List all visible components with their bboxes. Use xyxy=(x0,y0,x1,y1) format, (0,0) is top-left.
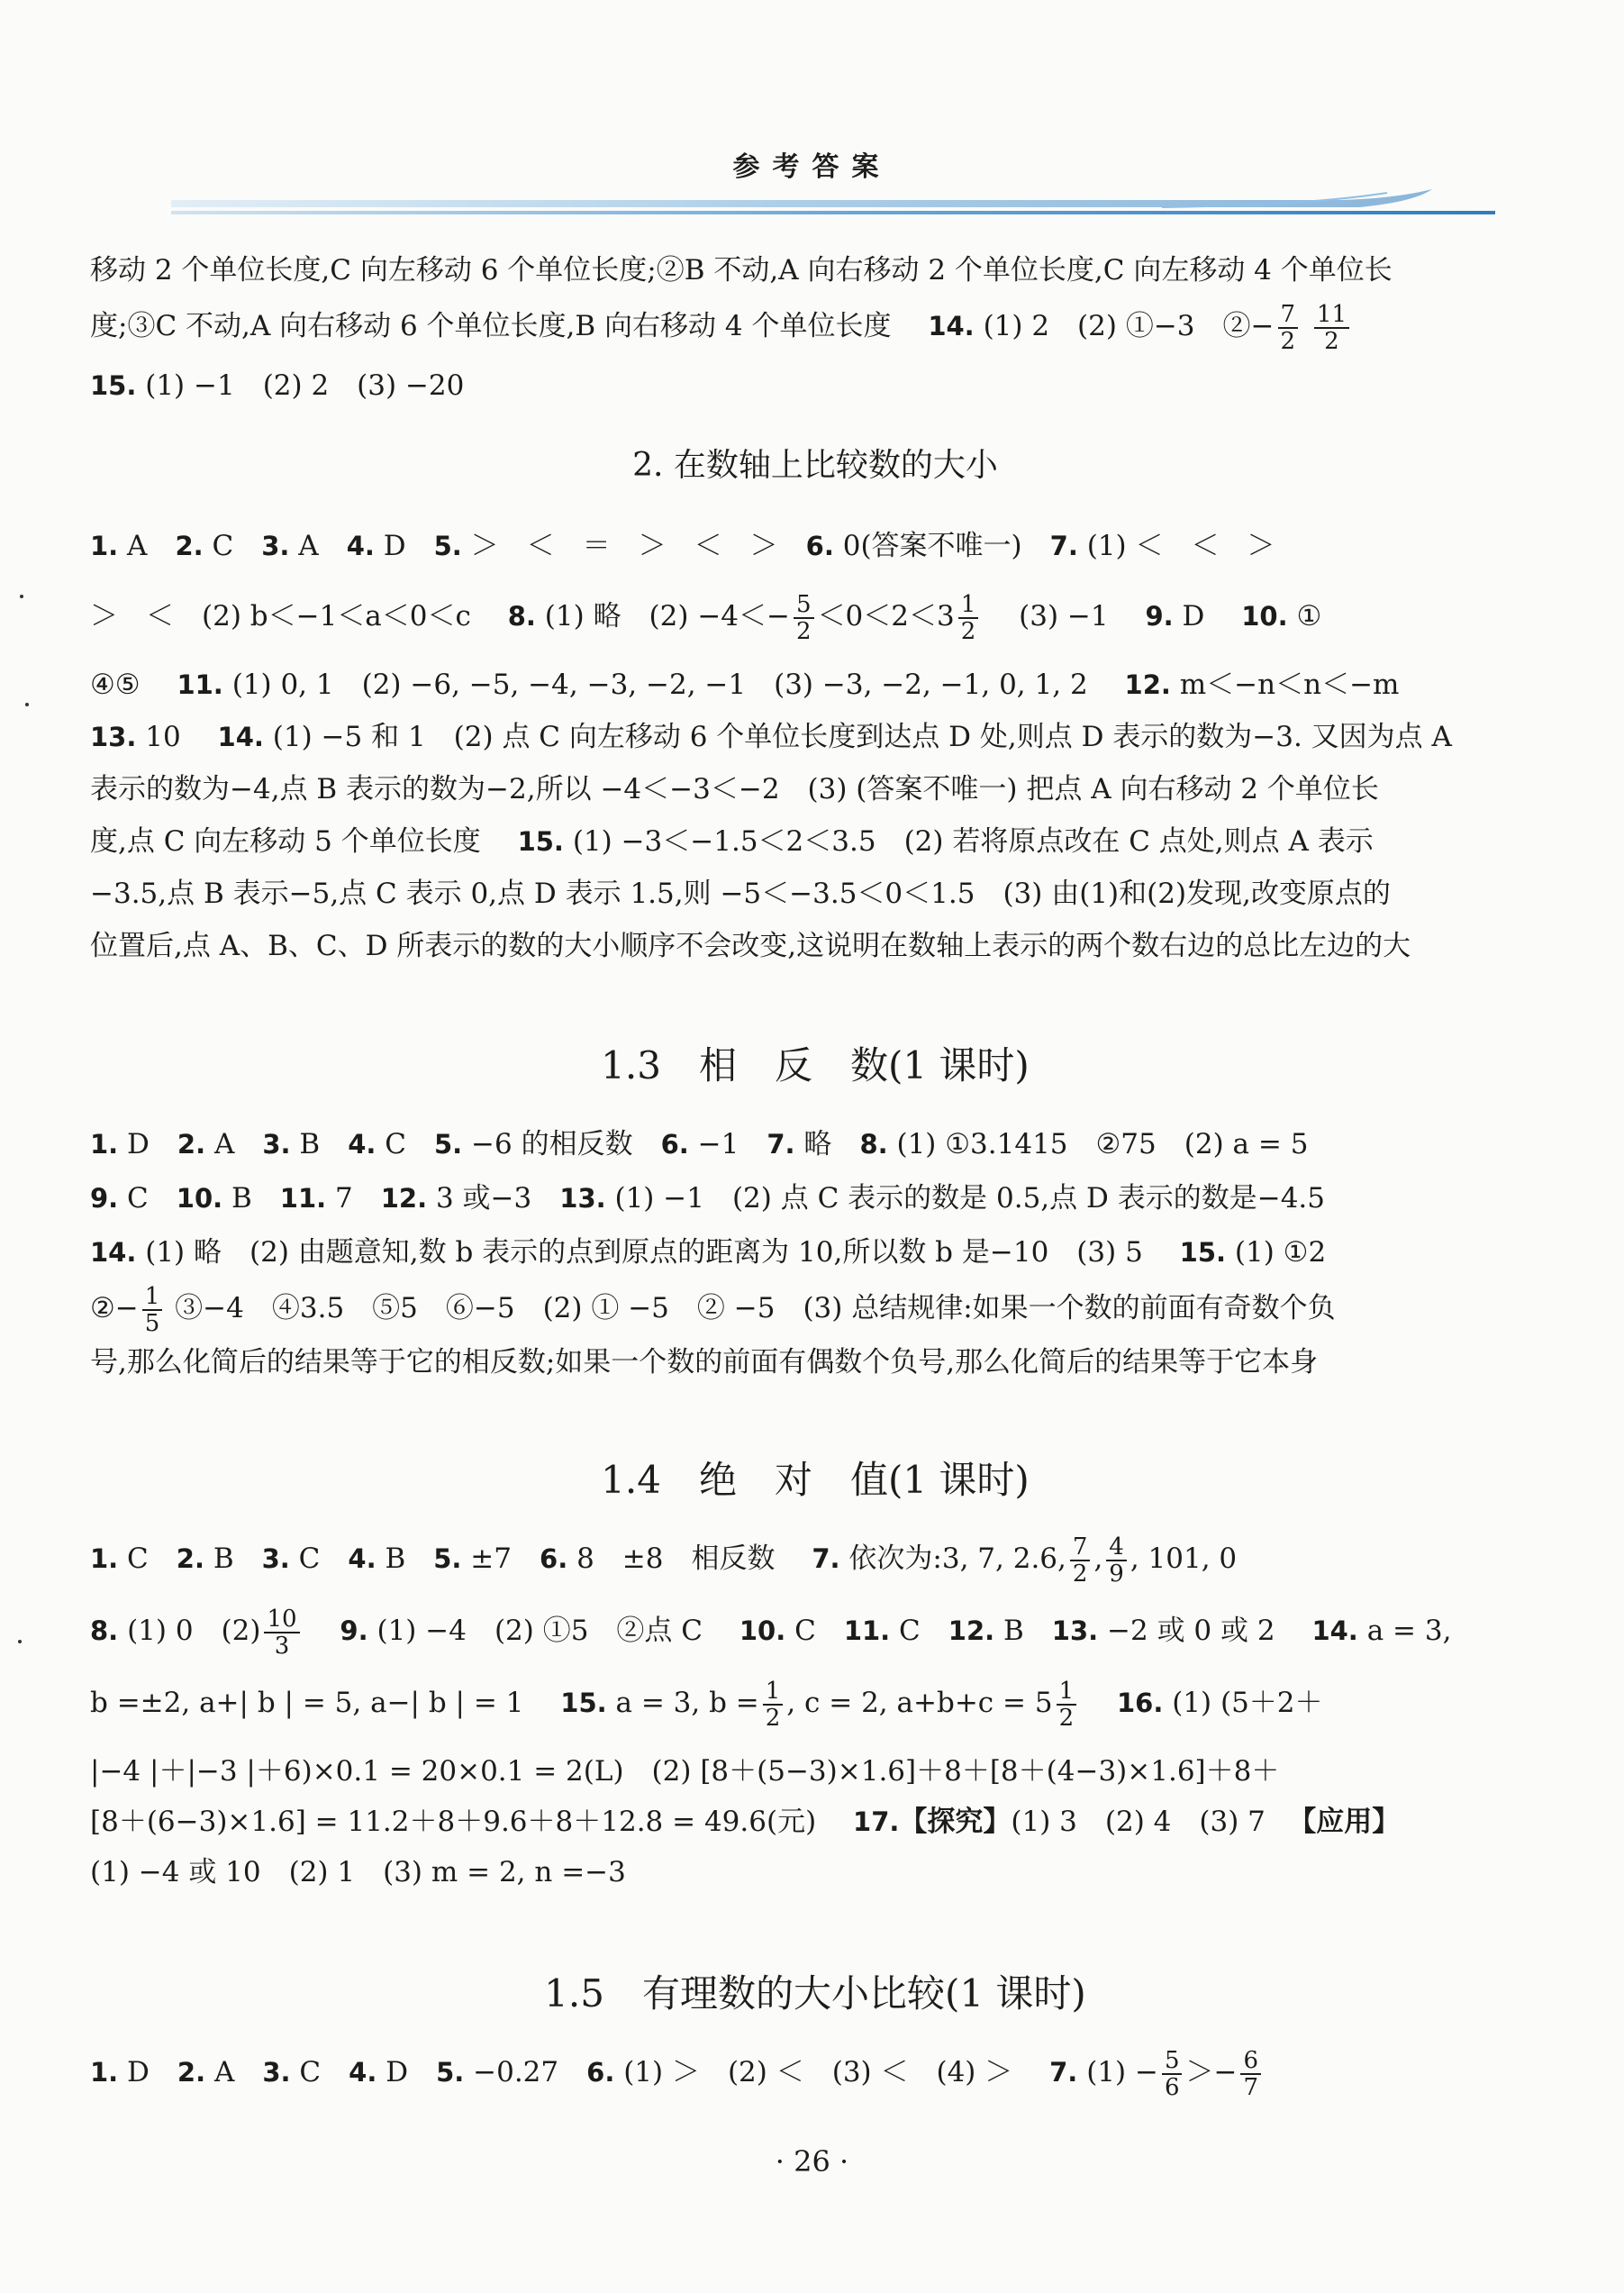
question-number: 4. xyxy=(346,531,375,561)
answer-text: B xyxy=(290,1128,321,1160)
answer-text: 7 xyxy=(326,1182,353,1215)
answer-text: C xyxy=(118,1542,149,1575)
question-number: 2. xyxy=(176,1543,204,1574)
answer-item xyxy=(559,1182,1325,1215)
answer-text: D xyxy=(377,2056,409,2088)
question-number: 7. xyxy=(767,1129,795,1160)
answer-item xyxy=(262,1128,320,1160)
answer-item xyxy=(436,2056,558,2088)
fraction: $\frac{1}{5}$ xyxy=(142,1284,163,1336)
question-number: 15. xyxy=(1179,1237,1227,1268)
answer-item xyxy=(280,1182,353,1215)
answer-text: (1) ＞ (2) ＜ (3) ＜ (4) ＞ xyxy=(614,2056,1013,2088)
answer-line: 15. (1) −1 (2) 2 (3) −20 xyxy=(90,369,465,402)
answer-line: b =±2, a+| b | = 5, a−| b | = 1 15. a = 3, b = $\frac{1}{2}$ , c = 2, a+b+c = 5 $\frac{1}{2}$ 16. (1) (5＋2＋ xyxy=(90,1677,1323,1732)
page-number: · 26 · xyxy=(775,2144,849,2179)
tag-label: 【应用】 xyxy=(1302,1806,1401,1838)
answer-item xyxy=(349,2056,408,2088)
question-number: 14. xyxy=(217,722,264,752)
answer-item xyxy=(859,1128,1308,1160)
answer-text: C xyxy=(376,1128,406,1160)
answer-item xyxy=(1050,530,1275,562)
answer-item xyxy=(348,1128,406,1160)
question-number: 15. xyxy=(517,826,564,857)
answer-line: 表示的数为−4,点 B 表示的数为−2,所以 −4＜−3＜−2 (3) (答案不唯一) 把点 A 向右移动 2 个单位长 xyxy=(90,773,1379,805)
fraction: $\frac{1}{2}$ xyxy=(763,1679,784,1731)
answer-item xyxy=(348,1542,405,1575)
answer-item xyxy=(177,1182,252,1215)
section-title: 1.4 绝 对 值(1 课时) xyxy=(601,1458,1030,1502)
question-number: 6. xyxy=(540,1543,568,1574)
answer-text: −2 或 0 或 2 xyxy=(1098,1615,1275,1647)
answer-item xyxy=(177,1128,234,1160)
answer-item xyxy=(381,1182,532,1215)
answer-text: ＞ ＜ ＝ ＞ ＜ ＞ xyxy=(461,530,778,562)
answer-item xyxy=(586,2056,1012,2088)
question-number: 5. xyxy=(434,1129,463,1160)
fraction: $\frac{10}{3}$ xyxy=(264,1606,299,1659)
answer-line: |−4 |＋|−3 |＋6)×0.1 = 20×0.1 = 2(L) (2) [8＋(5−3)×1.6]＋8＋[8＋(4−3)×1.6]＋8＋ xyxy=(90,1755,1280,1788)
answer-line: ④⑤ 11. (1) 0, 1 (2) −6, −5, −4, −3, −2, −1 (3) −3, −2, −1, 0, 1, 2 12. m＜−n＜n＜−m xyxy=(90,669,1400,701)
question-number: 4. xyxy=(348,1129,377,1160)
answer-item xyxy=(90,1128,150,1160)
answer-text: D xyxy=(118,1128,150,1160)
answer-item xyxy=(661,1128,739,1160)
answer-text: 3 或−3 xyxy=(427,1182,532,1215)
answer-item xyxy=(177,1542,234,1575)
question-number: 5. xyxy=(433,1543,462,1574)
fraction: $\frac{11}{2}$ xyxy=(1314,302,1349,354)
fraction: $\frac{6}{7}$ xyxy=(1240,2048,1261,2100)
answer-text: ±7 xyxy=(461,1542,513,1575)
question-number: 3. xyxy=(261,1543,290,1574)
fraction: $\frac{5}{2}$ xyxy=(794,592,814,644)
answer-item xyxy=(433,1542,512,1575)
question-number: 3. xyxy=(262,1129,291,1160)
question-number: 9. xyxy=(1145,601,1174,632)
question-number: 12. xyxy=(380,1183,428,1214)
fraction: $\frac{1}{2}$ xyxy=(958,592,979,644)
question-number: 14. xyxy=(1311,1615,1358,1646)
answer-text: (1) ①3.1415 ②75 (2) a = 5 xyxy=(887,1128,1309,1160)
question-number: 1. xyxy=(90,531,119,561)
answer-line: [8＋(6−3)×1.6] = 11.2＋8＋9.6＋8＋12.8 = 49.6(元) 17.【探究】(1) 3 (2) 4 (3) 7 【应用】 xyxy=(90,1806,1401,1838)
scan-mark xyxy=(20,595,23,598)
question-number: 2. xyxy=(177,2057,206,2088)
section-title: 1.5 有理数的大小比较(1 课时) xyxy=(544,1971,1086,2015)
question-number: 9. xyxy=(90,1183,119,1214)
answer-line xyxy=(90,1171,1540,1225)
fraction: $\frac{7}{2}$ xyxy=(1070,1534,1091,1587)
question-number: 6. xyxy=(586,2057,615,2088)
question-number: 15. xyxy=(90,370,137,401)
question-number: 4. xyxy=(348,1543,377,1574)
question-number: 12. xyxy=(948,1615,995,1646)
fraction: $\frac{1}{2}$ xyxy=(1057,1679,1077,1731)
answer-text: C xyxy=(203,530,234,562)
question-number: 8. xyxy=(90,1615,119,1646)
answer-text: D xyxy=(374,530,406,562)
page-header xyxy=(0,144,1624,216)
answer-item xyxy=(767,1128,831,1160)
question-number: 11. xyxy=(177,669,223,700)
question-number: 7. xyxy=(1049,531,1078,561)
answer-text: C xyxy=(290,2056,322,2088)
answer-text: C xyxy=(785,1615,816,1647)
question-number: 13. xyxy=(559,1183,606,1214)
answer-text: B xyxy=(222,1182,252,1215)
answer-text: (1) ＜ ＜ ＞ xyxy=(1077,530,1275,562)
tag-label: 【探究】 xyxy=(899,1806,1012,1838)
answer-line: 1. C 2. B 3. C 4. B 5. ±7 6. 8 ±8 相反数 7. 依次为:3, 7, 2.6, $\frac{7}{2}$ , $\frac{4}{9}$ , 101, 0 xyxy=(90,1533,1238,1588)
question-number: 17. xyxy=(853,1806,900,1837)
answer-text: 略 xyxy=(794,1128,832,1160)
question-number: 6. xyxy=(660,1129,689,1160)
answer-line: −3.5,点 B 表示−5,点 C 表示 0,点 D 表示 1.5,则 −5＜−3.5＜0＜1.5 (3) 由(1)和(2)发现,改变原点的 xyxy=(90,878,1391,910)
question-number: 4. xyxy=(349,2057,377,2088)
answer-item xyxy=(540,1542,775,1575)
header-decoration xyxy=(171,187,1495,223)
answer-item xyxy=(262,2056,321,2088)
answer-line: 度,点 C 向左移动 5 个单位长度 15. (1) −3＜−1.5＜2＜3.5 (2) 若将原点改在 C 点处,则点 A 表示 xyxy=(90,825,1374,858)
question-number: 14. xyxy=(90,1237,137,1268)
answer-text: C xyxy=(289,1542,321,1575)
subsection-title: 2. 在数轴上比较数的大小 xyxy=(632,447,998,484)
answer-text: A xyxy=(205,1128,235,1160)
answer-line: 位置后,点 A、B、C、D 所表示的数的大小顺序不会改变,这说明在数轴上表示的两个数右边的总比左边的大 xyxy=(90,930,1411,962)
question-number: 10. xyxy=(739,1615,786,1646)
question-number: 14. xyxy=(928,311,975,341)
answer-text: B xyxy=(994,1615,1024,1647)
question-number: 3. xyxy=(261,531,290,561)
question-number: 8. xyxy=(859,1129,888,1160)
question-number: 13. xyxy=(1051,1615,1099,1646)
question-number: 7. xyxy=(812,1543,840,1574)
question-number: 1. xyxy=(90,2057,119,2088)
question-number: 9. xyxy=(340,1615,368,1646)
fraction: $\frac{7}{2}$ xyxy=(1278,302,1299,354)
answer-line: ＞ ＜ (2) b＜−1＜a＜0＜c 8. (1) 略 (2) −4＜− $\frac{5}{2}$ ＜0＜2＜3 $\frac{1}{2}$ (3) −1 9. D 10. ① xyxy=(90,590,1322,645)
answer-item xyxy=(434,530,778,562)
answer-item xyxy=(177,2056,234,2088)
answer-line: ②− $\frac{1}{5}$ ③−4 ④3.5 ⑤5 ⑥−5 (2) ① −5 ② −5 (3) 总结规律:如果一个数的前面有奇数个负 xyxy=(90,1282,1336,1337)
answer-item xyxy=(90,1542,149,1575)
answer-text: −6 的相反数 xyxy=(462,1128,633,1160)
answer-item xyxy=(90,2056,150,2088)
answer-line: 1. D 2. A 3. C 4. D 5. −0.27 6. (1) ＞ (2) ＜ (3) ＜ (4) ＞ 7. (1) − $\frac{5}{6}$ ＞− $\frac{6}{7}$ xyxy=(90,2045,1540,2099)
answer-line: 13. 10 14. (1) −5 和 1 (2) 点 C 向左移动 6 个单位长度到达点 D 处,则点 D 表示的数为−3. 又因为点 A xyxy=(90,721,1452,753)
answer-text: A xyxy=(118,530,148,562)
answer-item xyxy=(90,530,147,562)
question-number: 6. xyxy=(805,531,834,561)
question-number: 12. xyxy=(1124,669,1171,700)
answer-line: 移动 2 个单位长度,C 向左移动 6 个单位长度;②B 不动,A 向右移动 2 个单位长度,C 向左移动 4 个单位长 xyxy=(90,254,1393,287)
question-number: 11. xyxy=(843,1615,891,1646)
answer-text: A xyxy=(205,2056,235,2088)
answer-item xyxy=(261,530,318,562)
question-number: 3. xyxy=(262,2057,291,2088)
answer-text: 8 ±8 相反数 xyxy=(567,1542,776,1575)
header-title: 参考答案 xyxy=(732,151,892,183)
question-number: 5. xyxy=(433,531,462,561)
answer-text: −0.27 xyxy=(464,2056,559,2088)
answer-item xyxy=(806,530,1022,562)
answer-line: (1) −4 或 10 (2) 1 (3) m = 2, n =−3 xyxy=(90,1856,626,1888)
question-number: 5. xyxy=(436,2057,465,2088)
answer-line: 号,那么化简后的结果等于它的相反数;如果一个数的前面有偶数个负号,那么化简后的结果等于它本身 xyxy=(90,1346,1319,1379)
answer-text: D xyxy=(118,2056,150,2088)
answer-text: B xyxy=(204,1542,234,1575)
answer-text: 0(答案不唯一) xyxy=(833,530,1022,562)
question-number: 13. xyxy=(90,722,137,752)
answer-line xyxy=(90,1117,1540,1171)
question-number: 10. xyxy=(1241,601,1288,632)
fraction: $\frac{5}{6}$ xyxy=(1162,2048,1183,2100)
answer-item xyxy=(175,530,233,562)
question-number: 15. xyxy=(560,1688,607,1718)
question-number: 7. xyxy=(1049,2057,1078,2088)
question-number: 1. xyxy=(90,1129,119,1160)
answer-text: −1 xyxy=(688,1128,739,1160)
question-number: 11. xyxy=(279,1183,327,1214)
answer-line xyxy=(90,519,1540,573)
question-number: 16. xyxy=(1116,1688,1164,1718)
answer-text: A xyxy=(289,530,319,562)
answer-line: 14. (1) 略 (2) 由题意知,数 b 表示的点到原点的距离为 10,所以数 b 是−10 (3) 5 15. (1) ①2 xyxy=(90,1236,1327,1269)
answer-item xyxy=(90,1182,149,1215)
answer-item xyxy=(434,1128,633,1160)
scan-mark xyxy=(25,703,29,706)
answer-text: (1) −1 (2) 点 C 表示的数是 0.5,点 D 表示的数是−4.5 xyxy=(605,1182,1325,1215)
answer-text: C xyxy=(118,1182,149,1215)
answer-line: 度;③C 不动,A 向右移动 6 个单位长度,B 向右移动 4 个单位长度 14. (1) 2 (2) ①−3 ②− $\frac{7}{2}$ $\frac{11}{2}$ xyxy=(90,299,1540,353)
question-number: 10. xyxy=(176,1183,223,1214)
question-number: 2. xyxy=(177,1129,206,1160)
answer-line: 8. (1) 0 (2) $\frac{10}{3}$ 9. (1) −4 (2) ①5 ②点 C 10. C 11. C 12. B 13. −2 或 0 或 2 14. a = 3, xyxy=(90,1605,1452,1660)
question-number: 2. xyxy=(175,531,204,561)
answer-item xyxy=(347,530,406,562)
section-title: 1.3 相 反 数(1 课时) xyxy=(601,1043,1030,1087)
question-number: 1. xyxy=(90,1543,119,1574)
question-number: 8. xyxy=(507,601,536,632)
scan-mark xyxy=(18,1640,22,1643)
answer-text: C xyxy=(890,1615,921,1647)
fraction: $\frac{4}{9}$ xyxy=(1106,1534,1127,1587)
answer-item xyxy=(262,1542,321,1575)
answer-text: B xyxy=(376,1542,406,1575)
